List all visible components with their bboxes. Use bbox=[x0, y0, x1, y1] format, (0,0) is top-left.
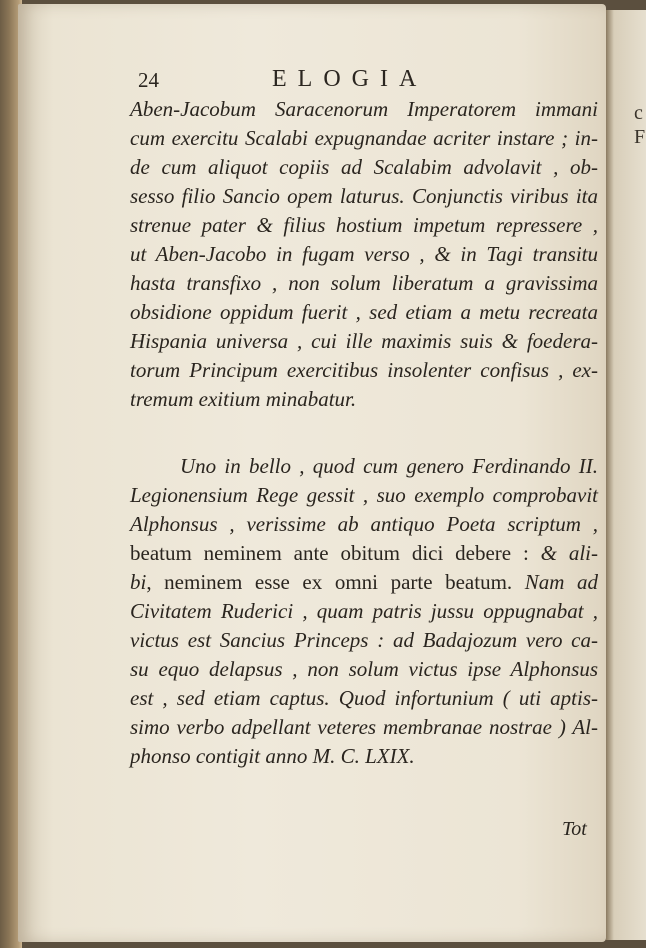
text-run: su equo delapsus , non solum victus ipse Alphonsus bbox=[130, 657, 598, 681]
text-run: beatum neminem ante obitum dici debere : bbox=[130, 541, 541, 565]
text-line: Aben-Jacobum Saracenorum Imperatorem immani bbox=[130, 97, 598, 121]
running-title: ELOGIA bbox=[272, 66, 428, 92]
text-line bbox=[130, 452, 598, 481]
page-number: 24 bbox=[138, 68, 159, 92]
text-line bbox=[130, 539, 598, 568]
text-run: Nam ad bbox=[524, 570, 598, 594]
facing-page-letter: F bbox=[634, 126, 646, 148]
text-line: hasta transfixo , non solum liberatum a gravissima bbox=[130, 271, 598, 295]
text-line: obsidione oppidum fuerit , sed etiam a metu recreata bbox=[130, 300, 598, 324]
catchword: Tot bbox=[562, 818, 587, 840]
text-line bbox=[130, 597, 598, 626]
text-line bbox=[130, 713, 598, 742]
text-line bbox=[130, 481, 598, 510]
text-run: Legionensium Rege gessit , suo exemplo comprobavit bbox=[130, 483, 598, 507]
text-line bbox=[130, 655, 598, 684]
text-line: Hispania universa , cui ille maximis suis & foedera- bbox=[130, 329, 598, 353]
text-line bbox=[130, 568, 598, 597]
text-run: victus est Sancius Princeps : ad Badajozum vero ca- bbox=[130, 628, 598, 652]
text-line bbox=[130, 684, 598, 713]
text-line: cum exercitu Scalabi expugnandae acriter instare ; in- bbox=[130, 126, 598, 150]
text-run: bi bbox=[130, 570, 147, 594]
text-line: tremum exitium minabatur. bbox=[130, 387, 357, 411]
text-line bbox=[130, 742, 598, 771]
text-run: Civitatem Ruderici , quam patris jussu oppugnabat , bbox=[130, 599, 598, 623]
text-run: simo verbo adpellant veteres membranae nostrae ) Al- bbox=[130, 715, 598, 739]
text-line: de cum aliquot copiis ad Scalabim advolavit , ob- bbox=[130, 155, 598, 179]
paragraph-2 bbox=[130, 452, 598, 771]
text-line bbox=[130, 626, 598, 655]
text-line bbox=[130, 510, 598, 539]
text-line: sesso filio Sancio opem laturus. Conjunctis viribus ita bbox=[130, 184, 598, 208]
text-run: phonso contigit anno M. C. LXIX. bbox=[130, 744, 415, 768]
running-header bbox=[138, 68, 568, 98]
text-line: torum Principum exercitibus insolenter confisus , ex- bbox=[130, 358, 598, 382]
facing-page-letter: c bbox=[634, 102, 643, 124]
facing-page-edge bbox=[606, 10, 646, 940]
text-line: strenue pater & filius hostium impetum repressere , bbox=[130, 213, 598, 237]
text-run: & ali- bbox=[540, 541, 599, 565]
text-run: Uno in bello , quod cum genero Ferdinando II. bbox=[180, 454, 598, 478]
text-run: est , sed etiam captus. Quod infortunium ( uti aptis- bbox=[130, 686, 598, 710]
text-run: Alphonsus , verissime ab antiquo Poeta scriptum , bbox=[130, 512, 598, 536]
paragraph-1 bbox=[130, 95, 598, 414]
text-line: ut Aben-Jacobo in fugam verso , & in Tagi transitu bbox=[130, 242, 598, 266]
text-run: , neminem esse ex omni parte beatum. bbox=[146, 570, 525, 594]
